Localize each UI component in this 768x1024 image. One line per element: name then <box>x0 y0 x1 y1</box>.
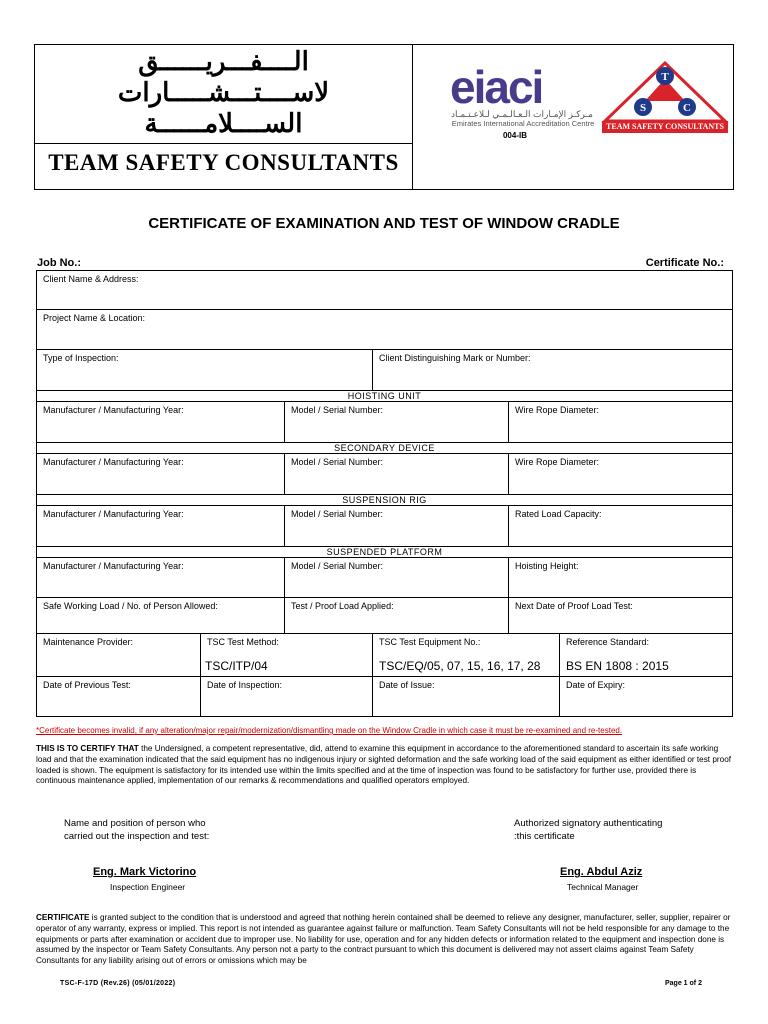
date-inspection-field[interactable] <box>201 677 373 716</box>
section-secondary-device: SECONDARY DEVICE <box>37 443 732 454</box>
test-method-value: TSC/ITP/04 <box>205 659 268 673</box>
swl-label: Safe Working Load / No. of Person Allowed: <box>43 601 218 611</box>
proof-load-label: Test / Proof Load Applied: <box>291 601 394 611</box>
client-name-field[interactable] <box>37 271 732 310</box>
certification-lead: THIS IS TO CERTIFY THAT <box>36 744 139 753</box>
platform-manufacturer-field[interactable] <box>37 558 285 598</box>
form-code: TSC-F-17D (Rev.26) (05/01/2022) <box>60 980 176 987</box>
secondary-manufacturer-field[interactable] <box>37 454 285 495</box>
section-hoisting-unit: HOISTING UNIT <box>37 391 732 402</box>
inspector-name: Eng. Mark Victorino <box>93 866 197 878</box>
inspector-role: Inspection Engineer <box>110 882 186 892</box>
reference-standard-label: Reference Standard: <box>566 637 650 647</box>
inspector-caption-line-2: carried out the inspection and test: <box>64 831 210 842</box>
eiac-arabic-name: مـركـز الإمـارات الـعـالـمـي لـلاعـتـمـاد <box>451 109 593 119</box>
swl-field[interactable] <box>37 598 285 634</box>
maintenance-provider-field[interactable] <box>37 634 201 677</box>
reference-standard-value: BS EN 1808 : 2015 <box>566 659 669 673</box>
section-suspension-rig: SUSPENSION RIG <box>37 495 732 506</box>
certification-text: the Undersigned, a competent representative, did, attend to examine this equipment in accordance to the aforementioned standard to ascertain its safe working load and that the examination indicated that the said equipment has no indigenous injury or sighted deformation and the safe working load of the said equipment as either identified or test proof loaded is shown. The equipment is satisfactory for its intended use within the limits specified and at the time of inspection was found to be satisfactory for further use, provided there is continuous maintenance applied, implementation of our remarks & recommendations and qualified operators employed. <box>36 744 732 786</box>
eiac-logo <box>448 63 598 109</box>
rig-rated-load-label: Rated Load Capacity: <box>515 509 602 519</box>
hoisting-wire-rope-label: Wire Rope Diameter: <box>515 405 600 415</box>
arabic-company-line-2: لاســــتـــشـــــارات <box>117 78 330 108</box>
secondary-manufacturer-label: Manufacturer / Manufacturing Year: <box>43 457 184 467</box>
rig-rated-load-field[interactable] <box>509 506 732 547</box>
terms-text: is granted subject to the condition that is understood and agreed that nothing herein contained shall be deemed to relieve any designer, manufacturer, seller, supplier, repairer or operator of any warranty, express or implied. This report is not intended as guarantee against failure or malfunction. Team Safety Consultants will not be held responsible for any damage to the equipments or parts after examination or accident due to improper use. No liability for use, operation and for any hidden defects or information related to the equipment and inspection done is assumed by the inspector or Team Safety Consultants. Any person not a party to the contract pursuant to which this document is delivered may not assert claims against Team Safety Consultants for any liability arising out of errors or omissions which may be <box>36 913 731 966</box>
platform-hoisting-height-field[interactable] <box>509 558 732 598</box>
inspection-form <box>36 270 733 717</box>
arabic-company-line-1: الــــفـــريــــــق <box>138 47 309 77</box>
date-previous-test-field[interactable] <box>37 677 201 716</box>
arabic-company-line-3: الســــلامــــــة <box>144 109 303 139</box>
date-expiry-field[interactable] <box>560 677 732 716</box>
next-proof-load-date-label: Next Date of Proof Load Test: <box>515 601 633 611</box>
signatory-caption-line-2: :this certificate <box>514 831 575 842</box>
certification-statement <box>36 744 732 787</box>
secondary-wire-rope-label: Wire Rope Diameter: <box>515 457 600 467</box>
hoisting-model-field[interactable] <box>285 402 509 443</box>
eiac-logo-text: eiaci <box>450 63 543 109</box>
rig-manufacturer-label: Manufacturer / Manufacturing Year: <box>43 509 184 519</box>
hoisting-model-label: Model / Serial Number: <box>291 405 384 415</box>
inspector-caption-line-1: Name and position of person who <box>64 818 206 829</box>
rig-model-label: Model / Serial Number: <box>291 509 384 519</box>
signatory-name: Eng. Abdul Aziz <box>560 866 643 878</box>
tsc-logo <box>601 61 729 123</box>
client-mark-field[interactable] <box>373 350 732 391</box>
rig-model-field[interactable] <box>285 506 509 547</box>
next-proof-load-date-field[interactable] <box>509 598 732 634</box>
company-name: TEAM SAFETY CONSULTANTS <box>48 150 399 175</box>
certificate-number-label: Certificate No.: <box>645 257 724 269</box>
certificate-title: CERTIFICATE OF EXAMINATION AND TEST OF WINDOW CRADLE <box>148 215 620 232</box>
maintenance-provider-label: Maintenance Provider: <box>43 637 134 647</box>
eiac-english-name: Emirates International Accreditation Centre <box>451 119 595 128</box>
tsc-letter-t: T <box>661 71 669 83</box>
tsc-letter-c: C <box>683 102 691 114</box>
platform-hoisting-height-label: Hoisting Height: <box>515 561 579 571</box>
date-expiry-label: Date of Expiry: <box>566 680 626 690</box>
rig-manufacturer-field[interactable] <box>37 506 285 547</box>
test-equipment-value: TSC/EQ/05, 07, 15, 16, 17, 28 <box>379 659 541 673</box>
page-number: Page 1 of 2 <box>665 980 702 987</box>
platform-model-field[interactable] <box>285 558 509 598</box>
signatory-caption-line-1: Authorized signatory authenticating <box>514 818 663 829</box>
hoisting-manufacturer-field[interactable] <box>37 402 285 443</box>
secondary-wire-rope-field[interactable] <box>509 454 732 495</box>
secondary-model-field[interactable] <box>285 454 509 495</box>
date-issue-label: Date of Issue: <box>379 680 435 690</box>
eiac-accreditation-code: 004-IB <box>502 131 527 140</box>
header-box <box>34 44 734 190</box>
date-previous-test-label: Date of Previous Test: <box>43 680 131 690</box>
tsc-letter-s: S <box>639 102 647 114</box>
hoisting-manufacturer-label: Manufacturer / Manufacturing Year: <box>43 405 184 415</box>
client-mark-label: Client Distinguishing Mark or Number: <box>379 353 531 363</box>
reference-standard-field[interactable] <box>560 634 732 677</box>
header-divider-vertical <box>412 45 413 189</box>
project-name-field[interactable] <box>37 310 732 350</box>
test-method-label: TSC Test Method: <box>207 637 279 647</box>
hoisting-wire-rope-field[interactable] <box>509 402 732 443</box>
test-method-field[interactable] <box>201 634 373 677</box>
platform-manufacturer-label: Manufacturer / Manufacturing Year: <box>43 561 184 571</box>
date-issue-field[interactable] <box>373 677 560 716</box>
test-equipment-field[interactable] <box>373 634 560 677</box>
terms-paragraph <box>36 913 732 967</box>
tsc-logo-banner: TEAM SAFETY CONSULTANTS <box>602 121 728 133</box>
header-divider-horizontal <box>35 143 412 144</box>
secondary-model-label: Model / Serial Number: <box>291 457 384 467</box>
job-number-label: Job No.: <box>37 257 81 269</box>
section-suspended-platform: SUSPENDED PLATFORM <box>37 547 732 558</box>
invalidity-note: *Certificate becomes invalid, if any alteration/major repair/modernization/dismantling made on the Window Cradle in which case it must be re-examined and re-tested. <box>36 726 623 735</box>
client-name-label: Client Name & Address: <box>43 274 139 284</box>
test-equipment-label: TSC Test Equipment No.: <box>379 637 481 647</box>
signatory-role: Technical Manager <box>567 882 639 892</box>
type-of-inspection-field[interactable] <box>37 350 373 391</box>
type-of-inspection-label: Type of Inspection: <box>43 353 119 363</box>
inspector-caption <box>64 817 209 843</box>
date-inspection-label: Date of Inspection: <box>207 680 283 690</box>
project-name-label: Project Name & Location: <box>43 313 146 323</box>
proof-load-field[interactable] <box>285 598 509 634</box>
signatory-caption <box>514 817 662 843</box>
platform-model-label: Model / Serial Number: <box>291 561 384 571</box>
terms-lead: CERTIFICATE <box>36 913 90 922</box>
